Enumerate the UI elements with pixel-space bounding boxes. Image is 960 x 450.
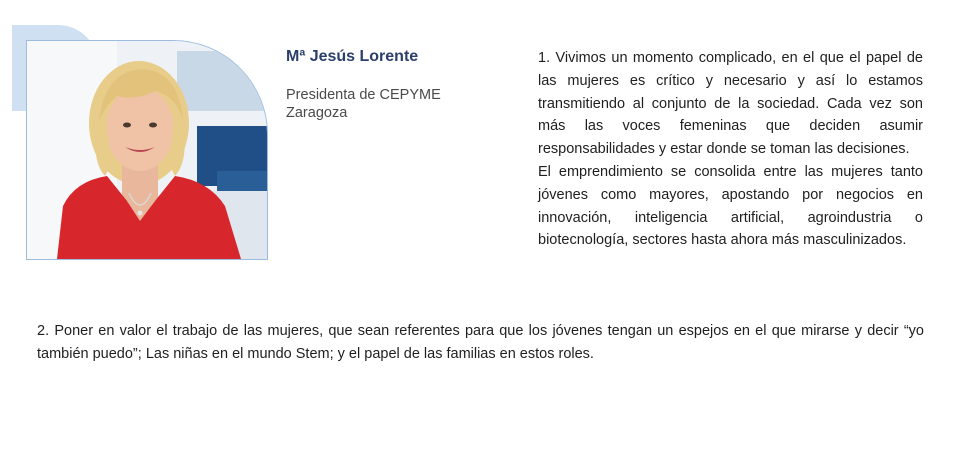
answer-2: 2. Poner en valor el trabajo de las mujeres, que sean referentes para que los jóvenes tengan un espejos en el que mirarse y decir “yo también puedo”; Las niñas en el mundo Stem; y el papel de las familias en estos roles. [37, 323, 924, 362]
portrait-image [27, 41, 267, 259]
person-name: Mª Jesús Lorente [286, 48, 419, 65]
portrait-photo [26, 40, 268, 260]
answer-1-paragraph-1: 1. Vivimos un momento complicado, en el que el papel de las mujeres es crítico y necesario y así lo estamos transmitiendo al conjunto de la sociedad. Cada vez son más las voces femeninas que deciden asumir responsabilidades y estar donde se toman las decisiones. [538, 50, 923, 158]
person-role: Presidenta de CEPYME [286, 87, 441, 103]
answer-1 [538, 47, 923, 252]
person-role-block [286, 86, 486, 122]
person-location: Zaragoza [286, 105, 348, 121]
answer-1-paragraph-2: El emprendimiento se consolida entre las mujeres tanto jóvenes como mayores, apostando por negocios en innovación, inteligencia artificial, agroindustria o biotecnología, sectores hasta ahora más masculinizados. [538, 163, 923, 249]
